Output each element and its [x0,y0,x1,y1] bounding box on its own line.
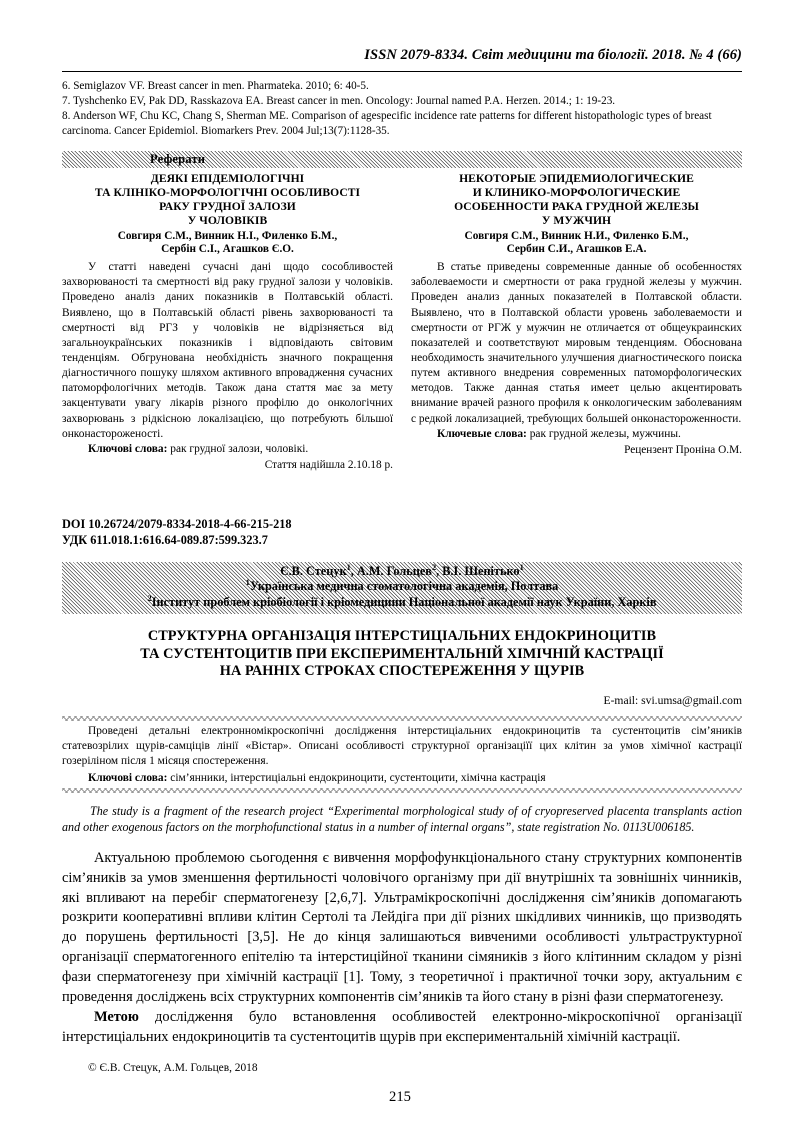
project-funding-note: The study is a fragment of the research project “Experimental morphological study of of cryopreserved placenta transplants action and other exogenous factors on the morphofunctional status in a number of internal organs”, state registration No. 0113U006185. [62,803,742,834]
paragraph-text: дослідження було встановлення особливостей електронно-мікроскопічної організації інтерстиціальних ендокриноцитів та сустентоцитів щурів при експериментальній хімічній кастрації. [62,1009,742,1046]
keywords-label-ua: Ключові слова: [88,442,168,455]
abstract-body-ru: В статье приведены современные данные об особенностях заболеваемости и смертности от рака грудной железы у мужчин. Проведен анализ данных показателей в Полтавской области. Выявлено, что в Полтавской области уровень заболеваемости и смертности от РГЖ у мужчин не отличается от общеукраинских показателей и соответствуют мировым тенденциям. Обоснована необходимость значительного улучшения диагностического поиска путем активного внедрения современных патоморфологических методов. Также данная статья имеет целью акцентировать внимание врачей разного профиля к онкологическим заболеваниям с редкой локализацией, требующих большей онконастороженности. [411,261,742,425]
abstract-footer-ua: Стаття надійшла 2.10.18 р. [264,459,393,472]
abstract-authors-ua: Совгиря С.М., Винник Н.І., Филенко Б.М., Сербін С.І., Агашков Є.О. [117,229,338,256]
author-names-line [62,564,742,580]
abstract-title-ua: ДЕЯКІ ЕПІДЕМІОЛОГІЧНІ ТА КЛІНІКО-МОРФОЛОГІЧНІ ОСОБЛИВОСТІ РАКУ ГРУДНОЇ ЗАЛОЗИ У ЧОЛОВІКІВ [94,171,361,228]
affiliation-text-1: Українська медична стоматологічна академія, Полтава [249,579,559,594]
reference-item: 7. Tyshchenko EV, Pak DD, Rasskazova EA. Breast cancer in men. Oncology: Journal named P.A. Herzen. 2014.; 1: 19-23. [62,94,616,107]
reference-list [62,79,742,139]
author-name-3: , В.І. Шепітько [436,563,520,578]
keywords-value-ru: рак грудной железы, мужчины. [526,427,681,440]
ukrainian-abstract-body: Проведені детальні електронномікроскопічні дослідження інтерстиціальних ендокриноцитів та сустентоцитів сім’яників статевозрілих щурів-самціців лінії «Вістар». Описані особливості структурної організаціїї цих клітин за умов хімічної кастрації гозеріліном після 1 місяця спостереження. [62,725,742,768]
abstract-columns [62,172,742,473]
page-number: 215 [389,1089,411,1105]
abstract-footer-ru: Рецензент Проніна О.М. [624,443,742,456]
author-name-1: Є.В. Стецук [280,563,347,578]
abstract-column-russian [411,172,742,473]
abstract-column-ukrainian [62,172,393,473]
affiliation-text-2: Інститут проблем кріобіології і кріомедицини Національної академії наук України, Харків [151,595,657,610]
reference-item: 6. Semiglazov VF. Breast cancer in men. Pharmateka. 2010; 6: 40-5. [62,79,369,92]
abstracts-section-label: Реферати [150,151,206,166]
affiliation-line-2 [62,595,742,611]
abstract-keywords-ua [62,442,393,457]
affiliation-line-1 [62,579,742,595]
paragraph-lead-in: Метою [94,1009,139,1026]
ua-keywords-value: сім’янники, інтерстиціальні ендокриноцити, сустентоцити, хімічна кастрація [167,771,546,784]
author-sup-3: 1 [519,562,524,572]
ukrainian-abstract-keywords [62,771,742,788]
affiliation-sup-2: 2 [147,594,152,604]
contact-email[interactable]: E-mail: svi.umsa@gmail.com [603,694,742,708]
keywords-value-ua: рак грудної залози, чоловікі. [167,442,309,455]
article-title: СТРУКТУРНА ОРГАНІЗАЦІЯ ІНТЕРСТИЦІАЛЬНИХ ЕНДОКРИНОЦИТІВ ТА СУСТЕНТОЦИТІВ ПРИ ЕКСПЕРИМЕНТАЛЬНІЙ ХІМІЧНІЙ КАСТРАЦІЇ НА РАННІХ СТРОКАХ СПОСТЕРЕЖЕННЯ У ЩУРІВ [140,627,664,680]
udc-line: УДК 611.018.1:616.64-089.87:599.323.7 [62,532,268,547]
body-paragraph [62,1008,742,1048]
doi-line: DOI 10.26724/2079-8334-2018-4-66-215-218 [62,516,292,531]
author-affiliation-banner [62,562,742,614]
abstract-body-ua: У статті наведені сучасні дані щодо сособливостей захворюваності та смертності від раку грудної залози у чоловіків. Проведено аналіз даних показників в Полтавській області. Виявлено, що в Полтавській області рівень захворюваності та смертності від РГЗ у чоловіків не відрізняється від загальноукраїнських показників і відповідають світовим тенденціям. Обгрунована необхідність значного покращення діагностичного пошуку шляхом активного впровадження сучасних патоморфологічних методів. Також дана стаття має за мету закцентувати увагу лікарів різного профілю до онкологічних захворювань з рідкісною локалізацією, що потребують більшої онконастороженості. [62,261,393,440]
abstracts-section-banner [62,151,742,168]
author-name-2: , А.М. Гольцев [350,563,432,578]
abstract-authors-ru: Совгиря С.М., Винник Н.И., Филенко Б.М., Сербин С.И., Агашков Е.А. [464,229,689,256]
wavy-rule-bottom [62,788,742,793]
ua-keywords-label: Ключові слова: [88,771,168,784]
doi-udc-block [62,517,742,549]
abstract-keywords-ru [411,427,742,442]
body-paragraph: Актуальною проблемою сьогодення є вивчення морфофункціонального стану структурних компонентів сім’яників за умов зменшення фертильності чоловічого організму при дії внутрішніх та зовнішніх чинників, які впливают на перебіг сперматогенезу [2,6,7]. Ультрамікроскопічні дослідження сім’яників допомагають розкрити кооперативні впливи клітин Сертолі та Лейдіга при дії різних шкідливих чинників, що призводять до порушень фертильності [3,5]. Не до кінця залишаються вивченими особливості ультраструктурної організації сперматогенного епітелію та інтерстиційної тканини сімяників з його клітинним складом у різні фази сперматогенезу при хімічній кастрації [1]. Тому, з теоретичної і практичної точки зору, актуальним є проведення досліджень всіх структурних компонентів сім’яників та його стану в різні фази сперматогенезу. [62,849,742,1006]
reference-item: 8. Anderson WF, Chu KC, Chang S, Sherman ME. Comparison of agespecific incidence rate patterns for different histopathologic types of breast carcinoma. Cancer Epidemiol. Biomarkers Prev. 2004 Jul;13(7):1128-35. [62,109,712,137]
copyright-line: © Є.В. Стецук, А.М. Гольцев, 2018 [88,1062,258,1074]
ukrainian-abstract-block [62,716,742,793]
header-rule [62,71,742,72]
author-sup-2: 2 [431,562,437,572]
running-head: ISSN 2079-8334. Світ медицини та біології. 2018. № 4 (66) [364,47,742,63]
keywords-label-ru: Ключевые слова: [437,427,527,440]
abstract-title-ru: НЕКОТОРЫЕ ЭПИДЕМИОЛОГИЧЕСКИЕ И КЛИНИКО-МОРФОЛОГИЧЕСКИЕ ОСОБЕННОСТИ РАКА ГРУДНОЙ ЖЕЛЕЗЫ У МУЖЧИН [454,171,699,228]
author-sup-1: 1 [346,562,351,572]
affiliation-sup-1: 1 [245,578,250,588]
